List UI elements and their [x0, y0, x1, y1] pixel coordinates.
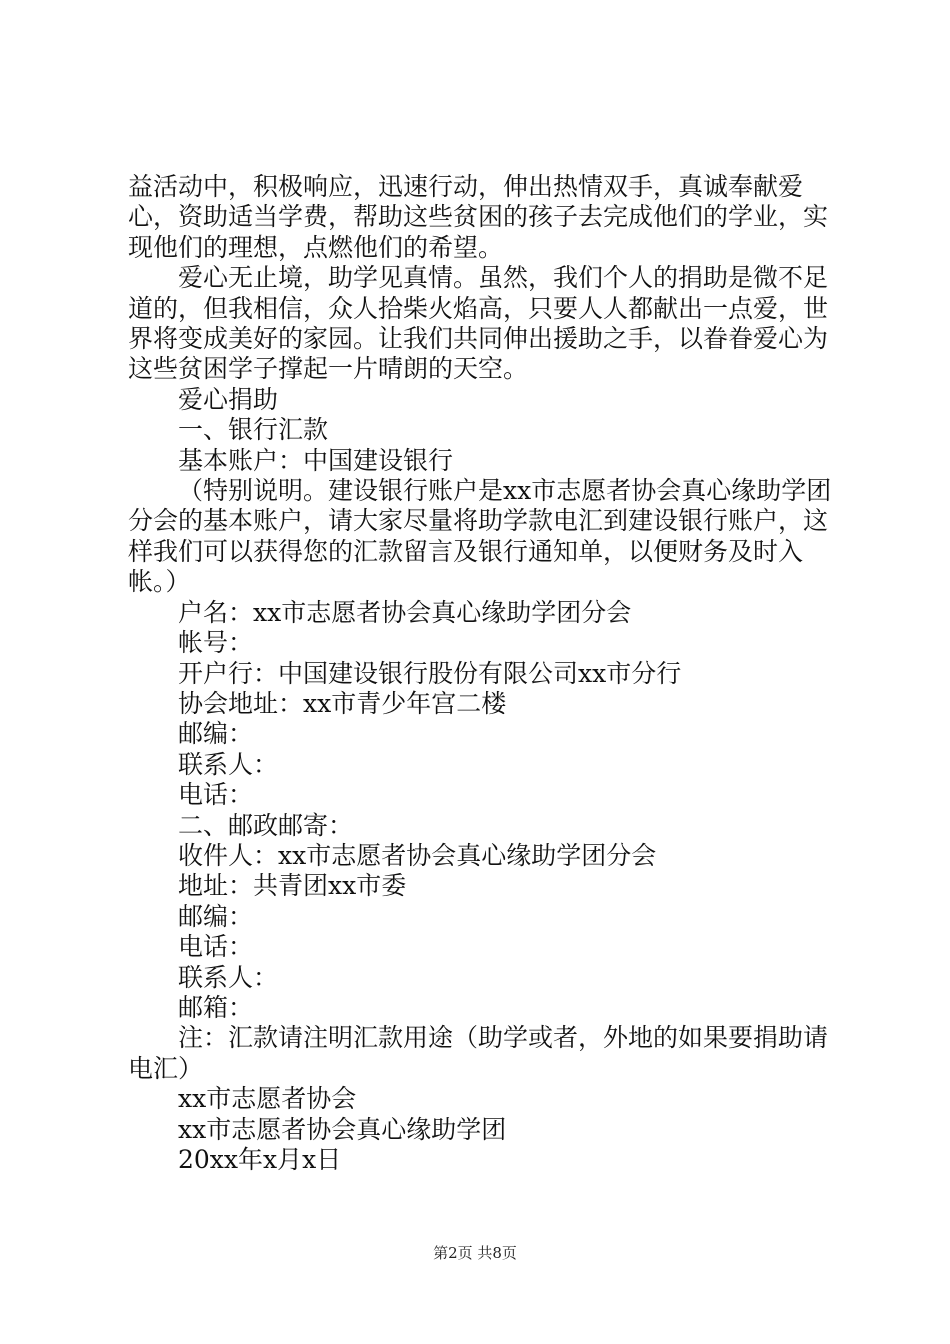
postal-contact-person: 联系人：: [178, 962, 279, 992]
postal-recipient: 收件人：xx市志愿者协会真心缘助学团分会: [178, 840, 657, 870]
bank-phone: 电话：: [178, 780, 254, 810]
bank-account-number: 帐号：: [178, 628, 254, 658]
section-heading-donation: 爱心捐助: [178, 384, 279, 414]
signature-date: 20xx年x月x日: [178, 1145, 342, 1174]
signature-association: xx市志愿者协会: [178, 1084, 357, 1114]
bank-basic-account: 基本账户：中国建设银行: [178, 445, 454, 475]
postal-email: 邮箱：: [178, 992, 254, 1022]
document-body: [128, 172, 840, 1175]
page-number-footer: 第2页 共8页: [433, 1244, 517, 1262]
bank-contact-person: 联系人：: [178, 749, 279, 779]
postal-address: 地址：共青团xx市委: [178, 871, 407, 901]
association-address: 协会地址：xx市青少年宫二楼: [178, 688, 507, 718]
section-heading-bank-transfer: 一、银行汇款: [178, 415, 329, 445]
postal-phone: 电话：: [178, 932, 254, 962]
bank-branch: 开户行：中国建设银行股份有限公司xx市分行: [178, 658, 682, 688]
paragraph-continuation: 益活动中，积极响应，迅速行动，伸出热情双手，真诚奉献爱心，资助适当学费，帮助这些贫困的孩子去完成他们的学业，实现他们的理想，点燃他们的希望。: [128, 172, 829, 262]
bank-account-name: 户名：xx市志愿者协会真心缘助学团分会: [178, 597, 632, 627]
remittance-note: 注：汇款请注明汇款用途（助学或者，外地的如果要捐助请电汇）: [128, 1023, 829, 1083]
paragraph-appeal: 爱心无止境，助学见真情。虽然，我们个人的捐助是微不足道的，但我相信，众人拾柴火焰高，只要人人都献出一点爱，世界将变成美好的家园。让我们共同伸出援助之手，以眷眷爱心为这些贫困学子撑起一片晴朗的天空。: [128, 263, 829, 384]
bank-special-note: （特别说明。建设银行账户是xx市志愿者协会真心缘助学团分会的基本账户，请大家尽量将助学款电汇到建设银行账户，这样我们可以获得您的汇款留言及银行通知单，以便财务及时入帐。）: [128, 476, 832, 597]
section-heading-postal: 二、邮政邮寄：: [178, 810, 354, 840]
postal-postcode: 邮编：: [178, 901, 254, 931]
signature-branch: xx市志愿者协会真心缘助学团: [178, 1114, 507, 1144]
bank-postcode: 邮编：: [178, 719, 254, 749]
